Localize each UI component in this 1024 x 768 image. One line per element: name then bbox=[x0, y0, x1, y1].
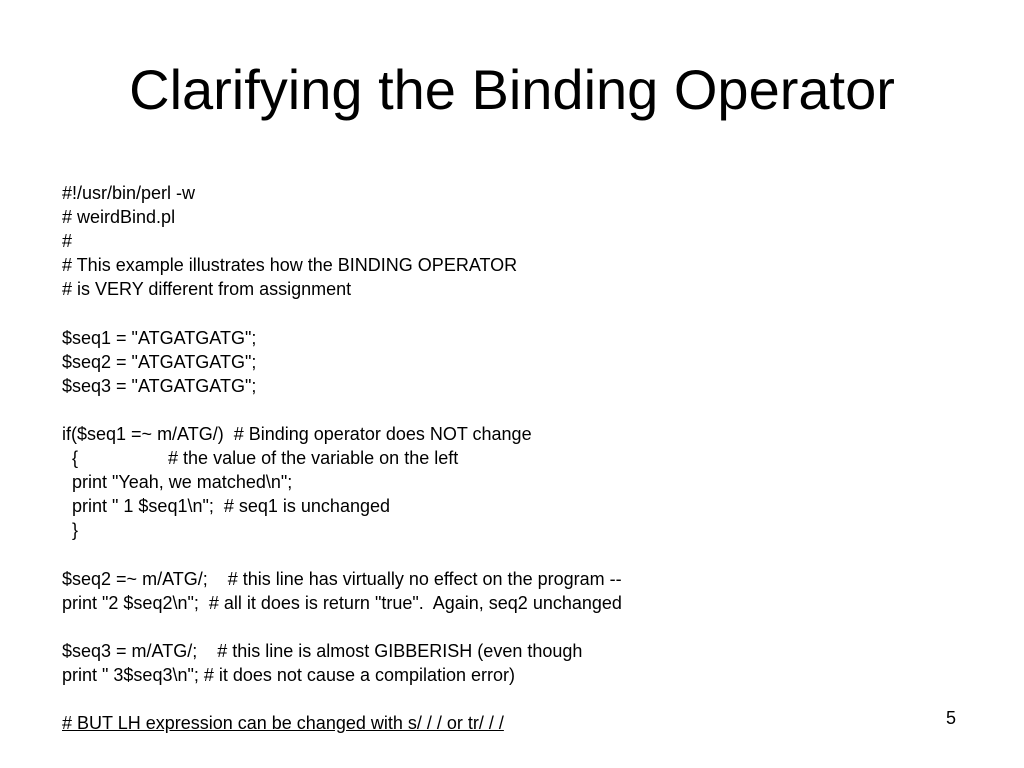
code-line: print "2 $seq2\n"; # all it does is return "true". Again, seq2 unchanged bbox=[62, 592, 622, 613]
code-line: $seq2 = "ATGATGATG"; bbox=[62, 351, 257, 372]
underlined-note-line: # BUT LH expression can be changed with s/ / / or tr/ / / bbox=[62, 713, 504, 734]
code-line: # bbox=[62, 231, 73, 252]
code-listing bbox=[62, 181, 922, 735]
code-line: #!/usr/bin/perl -w bbox=[62, 183, 196, 203]
code-line: $seq3 = m/ATG/; # this line is almost GIBBERISH (even though bbox=[62, 640, 583, 661]
code-line: $seq3 = "ATGATGATG"; bbox=[62, 375, 257, 396]
slide-number: 5 bbox=[946, 708, 957, 728]
code-line bbox=[62, 398, 922, 422]
code-line: $seq2 =~ m/ATG/; # this line has virtually no effect on the program -- bbox=[62, 568, 622, 589]
code-line: # weirdBind.pl bbox=[62, 207, 176, 228]
code-line: { # the value of the variable on the left bbox=[62, 448, 459, 469]
code-line: # is VERY different from assignment bbox=[62, 279, 352, 300]
slide-title: Clarifying the Binding Operator bbox=[129, 58, 895, 121]
code-line: print "Yeah, we matched\n"; bbox=[62, 472, 293, 493]
code-line: } bbox=[62, 520, 79, 541]
code-line: print " 3$seq3\n"; # it does not cause a compilation error) bbox=[62, 664, 516, 685]
code-line bbox=[62, 615, 922, 639]
code-line: print " 1 $seq1\n"; # seq1 is unchanged bbox=[62, 496, 390, 517]
code-line bbox=[62, 542, 922, 566]
code-line: if($seq1 =~ m/ATG/) # Binding operator does NOT change bbox=[62, 423, 532, 444]
code-line bbox=[62, 301, 922, 325]
code-line: # This example illustrates how the BINDING OPERATOR bbox=[62, 255, 518, 276]
code-line bbox=[62, 687, 922, 711]
code-line: $seq1 = "ATGATGATG"; bbox=[62, 327, 257, 348]
